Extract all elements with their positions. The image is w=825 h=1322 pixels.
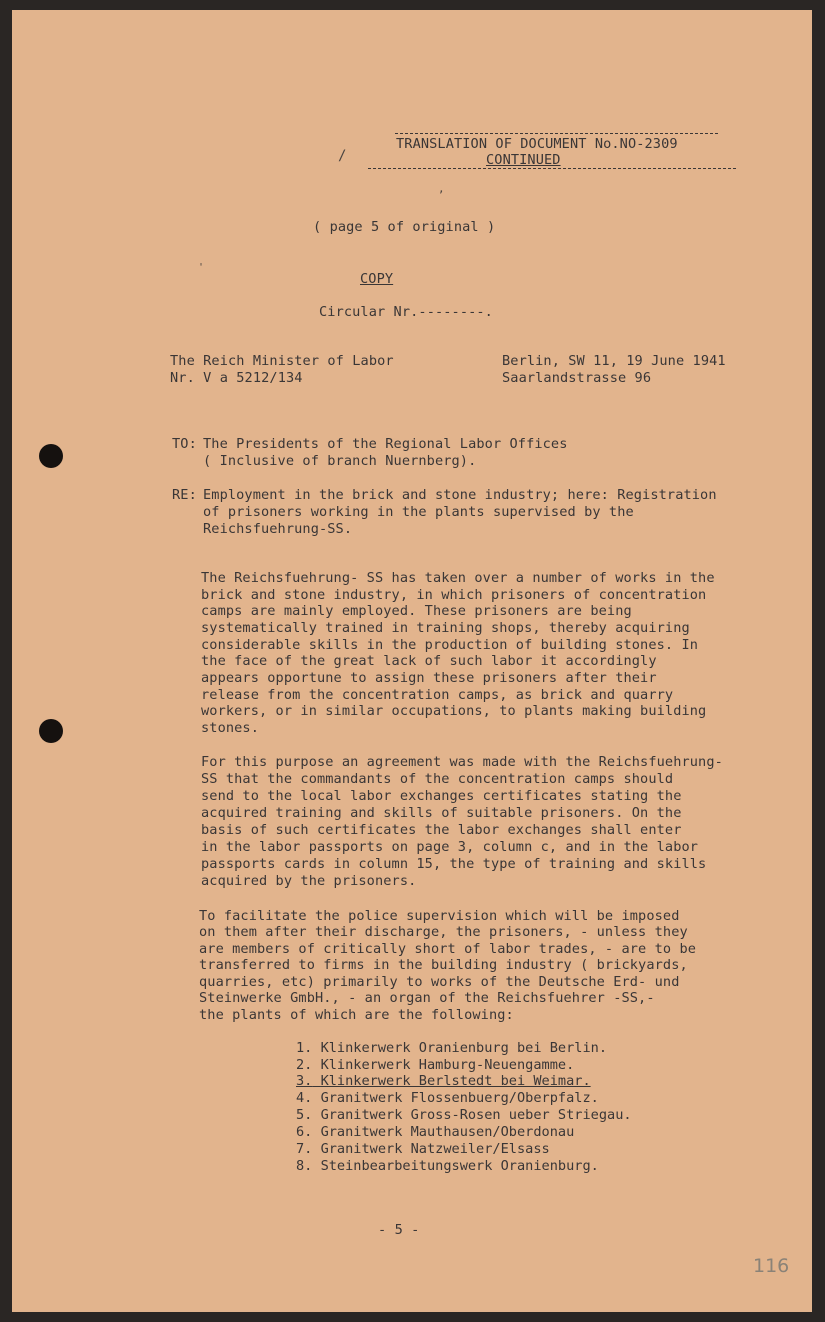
re-line-2: of prisoners working in the plants supervised by the [203, 504, 634, 520]
paragraph-line: transferred to firms in the building industry ( brickyards, [199, 957, 688, 973]
list-item [296, 1040, 607, 1057]
page-note: ( page 5 of original ) [313, 219, 496, 235]
to-label: TO: [172, 436, 197, 452]
document-subtitle: CONTINUED [486, 152, 561, 168]
copy-label: COPY [360, 271, 394, 287]
to-line-2: ( Inclusive of branch Nuernberg). [203, 453, 477, 469]
paragraph-line: SS that the commandants of the concentration camps should [201, 771, 674, 787]
place-date-line-2: Saarlandstrasse 96 [502, 370, 652, 386]
paragraph-line: acquired by the prisoners. [201, 873, 417, 889]
paragraph-line: For this purpose an agreement was made with the Reichsfuehrung- [201, 754, 723, 770]
paragraph-line: stones. [201, 720, 259, 736]
stray-mark: ' [198, 262, 205, 273]
paragraph-line: To facilitate the police supervision which will be imposed [199, 908, 680, 924]
plant-name: Granitwerk Mauthausen/Oberdonau [320, 1124, 575, 1140]
list-number: 8. [296, 1158, 313, 1174]
plant-name: Klinkerwerk Hamburg-Neuengamme. [320, 1057, 575, 1073]
paragraph-line: acquired training and skills of suitable prisoners. On the [201, 805, 682, 821]
list-number: 7. [296, 1141, 313, 1157]
place-date-line-1: Berlin, SW 11, 19 June 1941 [502, 353, 726, 369]
plant-name: Klinkerwerk Berlstedt bei Weimar. [320, 1073, 591, 1089]
plant-name: Steinbearbeitungswerk Oranienburg. [320, 1158, 599, 1174]
to-line-1: The Presidents of the Regional Labor Offices [203, 436, 568, 452]
paragraph-line: quarries, etc) primarily to works of the Deutsche Erd- und [199, 974, 680, 990]
plant-name: Granitwerk Flossenbuerg/Oberpfalz. [320, 1090, 599, 1106]
circular-number: Circular Nr.--------. [319, 304, 493, 320]
punch-hole [39, 444, 63, 468]
paragraph-line: in the labor passports on page 3, column c, and in the labor [201, 839, 699, 855]
plant-name: Granitwerk Gross-Rosen ueber Striegau. [320, 1107, 632, 1123]
stray-mark: , [438, 182, 445, 195]
list-number: 5. [296, 1107, 313, 1123]
paragraph-line: brick and stone industry, in which prisoners of concentration [201, 587, 707, 603]
re-label: RE: [172, 487, 197, 503]
list-number: 4. [296, 1090, 313, 1106]
archive-number: 116 [753, 1255, 790, 1277]
stray-mark: / [338, 148, 347, 164]
punch-hole [39, 719, 63, 743]
list-item [296, 1073, 591, 1090]
plant-name: Klinkerwerk Oranienburg bei Berlin. [320, 1040, 608, 1056]
paragraph-line: send to the local labor exchanges certificates stating the [201, 788, 682, 804]
list-item [296, 1057, 574, 1074]
list-item [296, 1158, 599, 1175]
paragraph-line: on them after their discharge, the prisoners, - unless they [199, 924, 688, 940]
paragraph-line: workers, or in similar occupations, to plants making building [201, 703, 707, 719]
header-rule-top [395, 133, 718, 134]
header-rule-bottom [368, 168, 736, 169]
re-line-1: Employment in the brick and stone industry; here: Registration [203, 487, 717, 503]
paragraph-line: appears opportune to assign these prisoners after their [201, 670, 657, 686]
paragraph-line: The Reichsfuehrung- SS has taken over a number of works in the [201, 570, 715, 586]
list-number: 2. [296, 1057, 313, 1073]
paragraph-line: considerable skills in the production of building stones. In [201, 637, 699, 653]
document-page [12, 10, 812, 1312]
sender-line-2: Nr. V a 5212/134 [170, 370, 303, 386]
plant-name: Granitwerk Natzweiler/Elsass [320, 1141, 550, 1157]
paragraph-line: the face of the great lack of such labor it accordingly [201, 653, 657, 669]
paragraph-line: release from the concentration camps, as brick and quarry [201, 687, 674, 703]
list-item [296, 1107, 632, 1124]
paragraph-line: systematically trained in training shops, thereby acquiring [201, 620, 690, 636]
list-item [296, 1090, 599, 1107]
paragraph-line: camps are mainly employed. These prisoners are being [201, 603, 632, 619]
list-number: 6. [296, 1124, 313, 1140]
paragraph-line: Steinwerke GmbH., - an organ of the Reichsfuehrer -SS,- [199, 990, 655, 1006]
list-number: 1. [296, 1040, 313, 1056]
paragraph-line: basis of such certificates the labor exchanges shall enter [201, 822, 682, 838]
document-title: TRANSLATION OF DOCUMENT No.NO-2309 [396, 136, 678, 152]
sender-line-1: The Reich Minister of Labor [170, 353, 394, 369]
list-item [296, 1141, 550, 1158]
list-item [296, 1124, 574, 1141]
page-number: - 5 - [378, 1222, 420, 1238]
paragraph-line: the plants of which are the following: [199, 1007, 514, 1023]
paragraph-line: passports cards in column 15, the type of training and skills [201, 856, 707, 872]
paragraph-line: are members of critically short of labor trades, - are to be [199, 941, 697, 957]
re-line-3: Reichsfuehrung-SS. [203, 521, 353, 537]
list-number: 3. [296, 1073, 313, 1089]
